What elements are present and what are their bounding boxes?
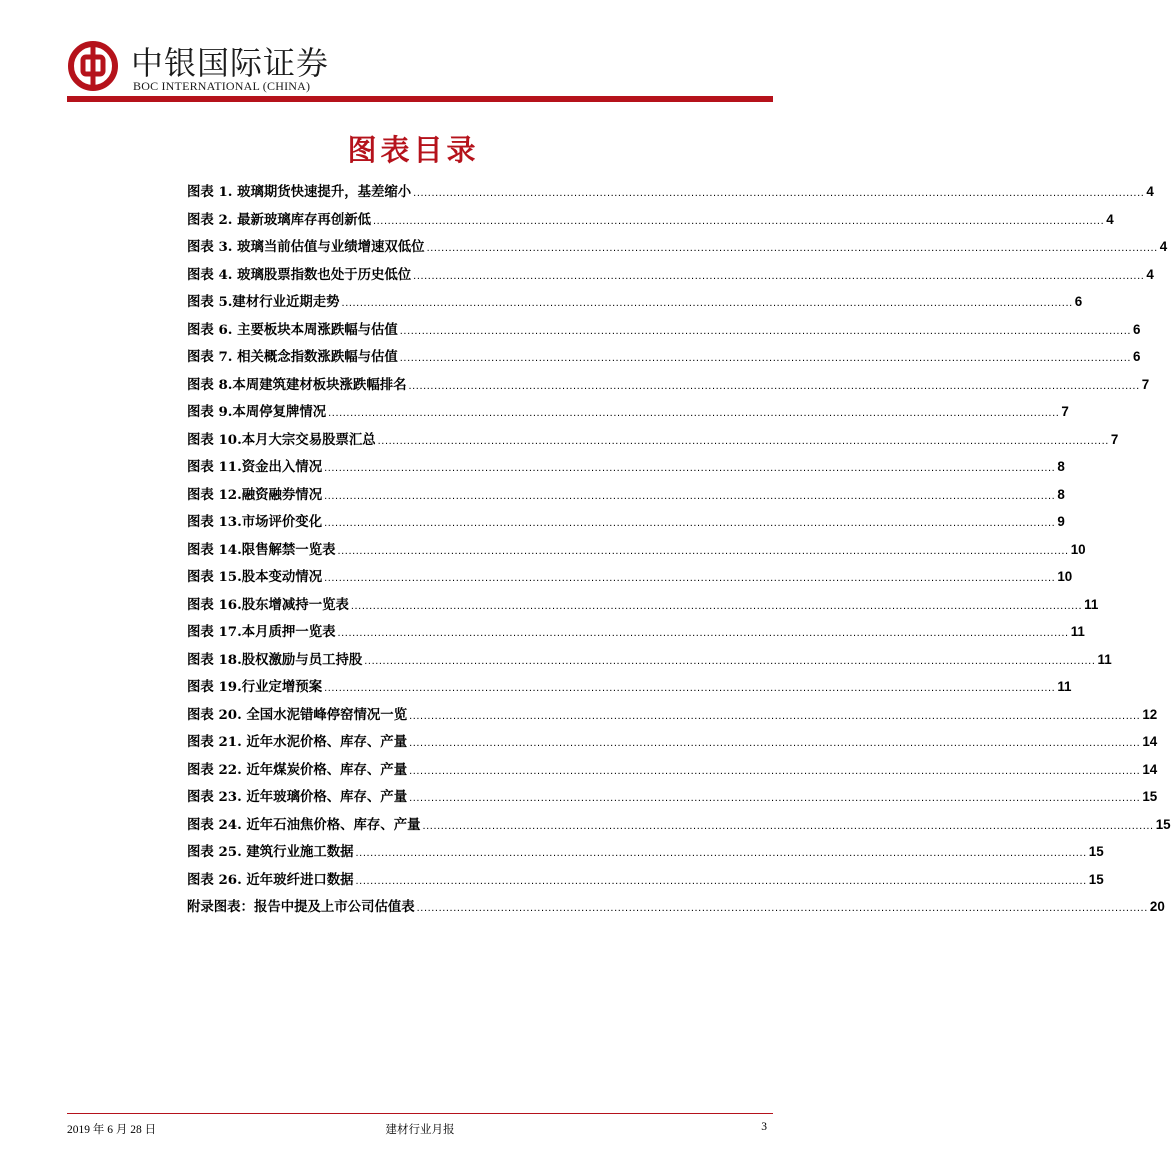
toc-entry-label: 图表 9.本周停复牌情况: [187, 404, 327, 420]
toc-entry-label: 图表 19.行业定增预案: [187, 679, 323, 695]
toc-entry-label: 图表 11.资金出入情况: [187, 459, 323, 475]
toc-entry-page: 14: [1142, 761, 1158, 777]
toc-entry-page: 15: [1155, 816, 1171, 832]
toc-entry[interactable]: [187, 264, 1154, 292]
toc-dot-leader: ........................................................................................................................................................................................................: [355, 847, 1087, 859]
toc-entry[interactable]: [187, 456, 1065, 484]
toc-entry[interactable]: [187, 374, 1150, 402]
toc-entry[interactable]: [187, 704, 1158, 732]
toc-entry[interactable]: [187, 841, 1104, 869]
toc-entry-label: 图表 26. 近年玻纤进口数据: [187, 871, 354, 888]
toc-entry-page: 4: [1159, 239, 1168, 254]
toc-entry-label: 图表 14.限售解禁一览表: [187, 541, 336, 558]
toc-entry-label: 图表 21. 近年水泥价格、库存、产量: [187, 734, 408, 750]
toc-entry-page: 8: [1057, 459, 1065, 474]
toc-dot-leader: ........................................................................................................................................................................................................: [350, 599, 1083, 612]
toc-dot-leader: ........................................................................................................................................................................................................: [324, 572, 1056, 584]
toc-dot-leader: ........................................................................................................................................................................................................: [416, 902, 1148, 914]
toc-dot-leader: ........................................................................................................................................................................................................: [413, 187, 1145, 199]
toc-dot-leader: ........................................................................................................................................................................................................: [337, 544, 1069, 557]
toc-entry-page: 10: [1057, 569, 1073, 584]
toc-entry-page: 11: [1097, 651, 1112, 667]
page-title: 图表目录: [347, 133, 480, 167]
toc-dot-leader: ........................................................................................................................................................................................................: [324, 682, 1056, 694]
toc-dot-leader: ........................................................................................................................................................................................................: [409, 737, 1141, 749]
toc-entry-label: 图表 4. 玻璃股票指数也处于历史低位: [187, 266, 412, 283]
page-header: [67, 38, 773, 102]
toc-dot-leader: ........................................................................................................................................................................................................: [377, 434, 1109, 447]
footer-divider: [67, 1113, 773, 1114]
toc-dot-leader: ........................................................................................................................................................................................................: [328, 407, 1060, 419]
toc-entry[interactable]: [187, 484, 1065, 512]
toc-entry-label: 图表 24. 近年石油焦价格、库存、产量: [187, 816, 421, 833]
brand-name-chinese: 中银国际证券: [131, 44, 330, 82]
toc-entry[interactable]: [187, 209, 1114, 237]
toc-entry-label: 图表 2. 最新玻璃库存再创新低: [187, 211, 371, 228]
toc-entry[interactable]: [187, 429, 1119, 457]
toc-entry-label: 图表 20. 全国水泥错峰停窑情况一览: [187, 706, 408, 723]
footer-report-name: 建材行业月报: [385, 1122, 455, 1136]
toc-dot-leader: ........................................................................................................................................................................................................: [413, 269, 1145, 282]
toc-entry-page: 8: [1057, 486, 1065, 502]
toc-entry-page: 6: [1074, 294, 1083, 309]
toc-dot-leader: ........................................................................................................................................................................................................: [399, 324, 1132, 337]
toc-dot-leader: ........................................................................................................................................................................................................: [324, 517, 1056, 529]
toc-entry-label: 图表 1. 玻璃期货快速提升，基差缩小: [187, 184, 412, 200]
toc-entry-label: 图表 23. 近年玻璃价格、库存、产量: [187, 789, 408, 805]
toc-dot-leader: ........................................................................................................................................................................................................: [364, 654, 1096, 667]
toc-entry-page: 4: [1146, 266, 1154, 282]
toc-entry[interactable]: [187, 566, 1073, 594]
toc-dot-leader: ........................................................................................................................................................................................................: [399, 352, 1132, 364]
toc-entry[interactable]: [187, 594, 1099, 622]
toc-entry-page: 10: [1070, 541, 1086, 557]
toc-dot-leader: ........................................................................................................................................................................................................: [337, 627, 1069, 639]
toc-dot-leader: ........................................................................................................................................................................................................: [324, 489, 1056, 502]
toc-entry-page: 6: [1133, 349, 1141, 364]
toc-entry[interactable]: [187, 181, 1154, 209]
toc-entry[interactable]: [187, 759, 1158, 787]
toc-entry-page: 11: [1057, 679, 1072, 694]
toc-entry[interactable]: [187, 814, 1171, 842]
toc-dot-leader: ........................................................................................................................................................................................................: [324, 462, 1056, 474]
toc-entry[interactable]: [187, 896, 1165, 924]
toc-entry[interactable]: [187, 731, 1158, 759]
toc-entry-label: 图表 25. 建筑行业施工数据: [187, 844, 354, 860]
toc-entry-page: 9: [1057, 514, 1065, 529]
toc-entry-label: 图表 22. 近年煤炭价格、库存、产量: [187, 761, 408, 778]
toc-entry-label: 图表 6. 主要板块本周涨跌幅与估值: [187, 321, 398, 338]
toc-entry-page: 6: [1133, 321, 1141, 337]
toc-dot-leader: ........................................................................................................................................................................................................: [409, 764, 1141, 777]
toc-entry-label: 附录图表：报告中提及上市公司估值表: [187, 899, 415, 915]
toc-entry-page: 11: [1070, 624, 1085, 639]
toc-entry-label: 图表 13.市场评价变化: [187, 514, 323, 530]
toc-dot-leader: ........................................................................................................................................................................................................: [422, 819, 1154, 832]
toc-entry[interactable]: [187, 236, 1168, 264]
toc-entry-page: 15: [1088, 844, 1104, 859]
toc-entry-page: 20: [1149, 899, 1165, 914]
toc-entry[interactable]: [187, 649, 1112, 677]
toc-dot-leader: ........................................................................................................................................................................................................: [341, 297, 1073, 309]
toc-entry[interactable]: [187, 621, 1085, 649]
toc-entry-page: 11: [1084, 596, 1099, 612]
toc-entry[interactable]: [187, 319, 1141, 347]
toc-entry-label: 图表 3. 玻璃当前估值与业绩增速双低位: [187, 239, 425, 255]
toc-dot-leader: ........................................................................................................................................................................................................: [408, 379, 1140, 392]
toc-entry-label: 图表 12.融资融券情况: [187, 486, 323, 503]
toc-entry-label: 图表 8.本周建筑建材板块涨跌幅排名: [187, 376, 407, 393]
toc-entry[interactable]: [187, 291, 1083, 319]
brand-name-english: BOC INTERNATIONAL (CHINA): [133, 79, 311, 93]
footer-date: 2019 年 6 月 28 日: [67, 1124, 157, 1136]
toc-dot-leader: ........................................................................................................................................................................................................: [426, 242, 1158, 254]
toc-entry-page: 15: [1088, 871, 1104, 887]
toc-entry-label: 图表 7. 相关概念指数涨跌幅与估值: [187, 349, 398, 365]
toc-entry-label: 图表 5.建材行业近期走势: [187, 294, 340, 310]
toc-entry[interactable]: [187, 511, 1065, 539]
boc-coin-logo-icon: [67, 40, 119, 92]
toc-entry-page: 7: [1110, 431, 1119, 447]
toc-entry-page: 4: [1106, 211, 1114, 227]
toc-entry[interactable]: [187, 401, 1069, 429]
toc-entry[interactable]: [187, 676, 1072, 704]
toc-entry-page: 7: [1061, 404, 1069, 419]
toc-entry-page: 4: [1146, 184, 1154, 199]
toc-entry[interactable]: [187, 346, 1141, 374]
toc-dot-leader: ........................................................................................................................................................................................................: [409, 792, 1141, 804]
toc-entry-page: 7: [1141, 376, 1150, 392]
table-of-figures: [187, 181, 1171, 924]
toc-entry-label: 图表 16.股东增减持一览表: [187, 596, 349, 613]
toc-entry-page: 15: [1142, 789, 1158, 804]
toc-dot-leader: ........................................................................................................................................................................................................: [409, 709, 1141, 722]
toc-entry[interactable]: [187, 539, 1086, 567]
toc-entry[interactable]: [187, 869, 1104, 897]
page-footer: [67, 1121, 773, 1139]
toc-entry-page: 12: [1142, 706, 1158, 722]
toc-entry-label: 图表 15.股本变动情况: [187, 569, 323, 585]
header-divider: [67, 96, 773, 102]
toc-entry-page: 14: [1142, 734, 1158, 749]
footer-page-number: 3: [761, 1121, 767, 1133]
toc-entry-label: 图表 18.股权激励与员工持股: [187, 651, 363, 668]
toc-entry-label: 图表 17.本月质押一览表: [187, 624, 336, 640]
toc-entry[interactable]: [187, 786, 1158, 814]
toc-dot-leader: ........................................................................................................................................................................................................: [373, 214, 1105, 227]
toc-dot-leader: ........................................................................................................................................................................................................: [355, 874, 1087, 887]
toc-entry-label: 图表 10.本月大宗交易股票汇总: [187, 431, 376, 448]
